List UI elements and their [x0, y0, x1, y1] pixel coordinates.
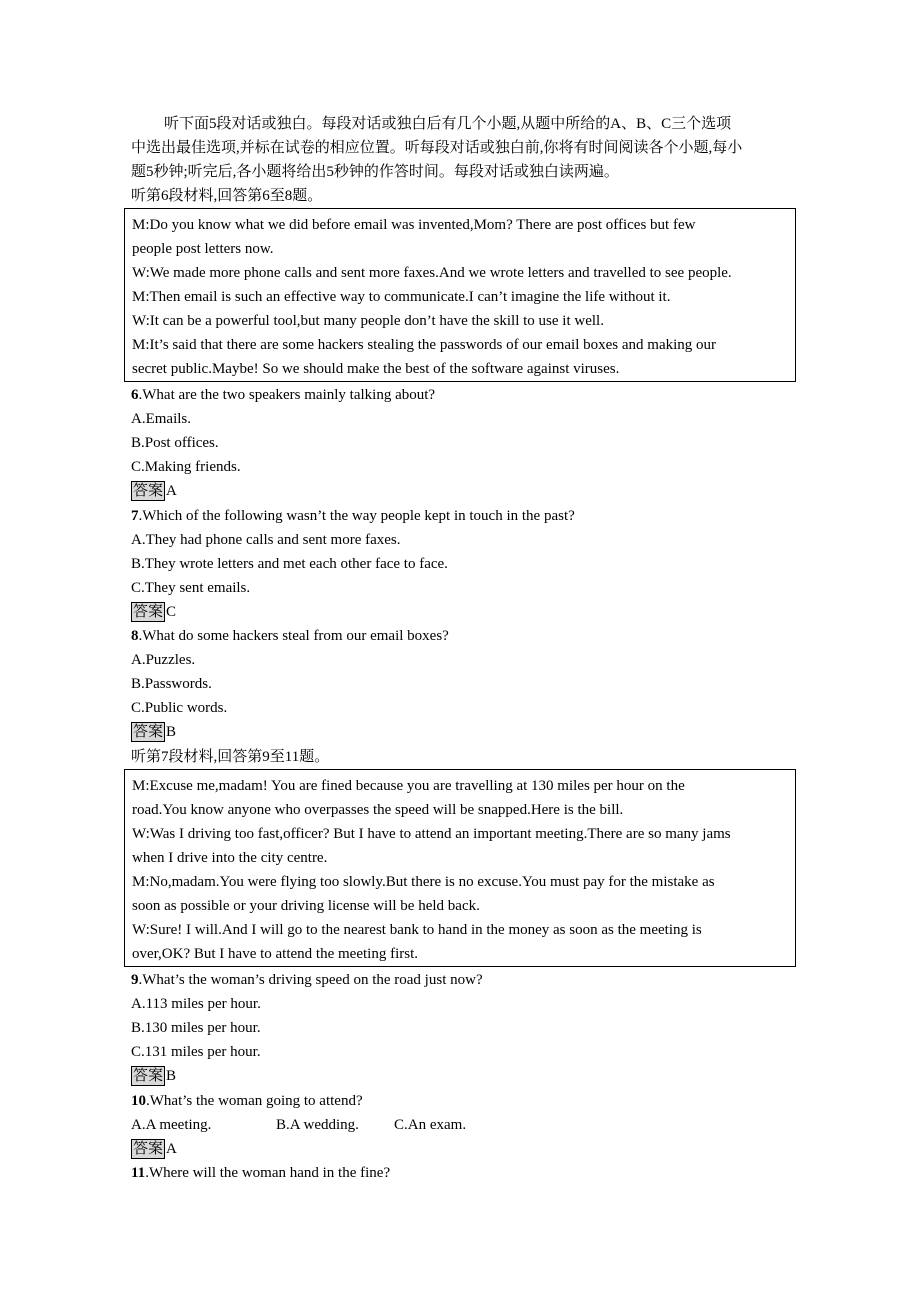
question-7 — [131, 506, 575, 526]
option-c: C.An exam. — [394, 1117, 467, 1133]
question-number: 8 — [131, 628, 139, 644]
option-b: B.130 miles per hour. — [131, 1020, 261, 1036]
answer-label: 答案 — [133, 604, 164, 620]
question-text: .What’s the woman’s driving speed on the road just now? — [138, 972, 483, 988]
answer-row — [131, 722, 176, 742]
option-c: C.131 miles per hour. — [131, 1044, 261, 1060]
answer-label: 答案 — [133, 1068, 164, 1084]
answer-value: A — [166, 483, 177, 499]
instructions — [131, 112, 795, 184]
question-10 — [131, 1091, 363, 1111]
transcript-line: M:Do you know what we did before email was invented,Mom? There are post offices but few — [132, 217, 696, 233]
question-8 — [131, 626, 449, 646]
instructions-line: 题5秒钟;听完后,各小题将给出5秒钟的作答时间。每段对话或独白读两遍。 — [131, 164, 619, 180]
transcript-line: M:Excuse me,madam! You are fined because you are travelling at 130 miles per hour on the — [132, 778, 685, 794]
section-6-heading: 听第6段材料,回答第6至8题。 — [131, 188, 323, 204]
answer-value: C — [166, 604, 177, 620]
transcript-line: road.You know anyone who overpasses the speed will be snapped.Here is the bill. — [132, 802, 624, 818]
section-6-transcript — [124, 208, 796, 382]
question-text: .What’s the woman going to attend? — [146, 1093, 363, 1109]
instructions-line: 中选出最佳选项,并标在试卷的相应位置。听每段对话或独白前,你将有时间阅读各个小题,每小 — [131, 140, 743, 156]
transcript-line: people post letters now. — [132, 241, 274, 257]
transcript-line: W:We made more phone calls and sent more faxes.And we wrote letters and travelled to see people. — [132, 265, 732, 281]
answer-value: A — [166, 1141, 177, 1157]
question-number: 10 — [131, 1093, 146, 1109]
question-number: 6 — [131, 387, 139, 403]
question-number: 7 — [131, 508, 139, 524]
transcript-line: over,OK? But I have to attend the meeting first. — [132, 946, 418, 962]
answer-value: B — [166, 1068, 177, 1084]
transcript-line: secret public.Maybe! So we should make the best of the software against viruses. — [132, 361, 620, 377]
options-row — [131, 1115, 466, 1135]
question-text: .Which of the following wasn’t the way people kept in touch in the past? — [138, 508, 575, 524]
question-text: .Where will the woman hand in the fine? — [145, 1165, 391, 1181]
answer-row — [131, 602, 176, 622]
transcript-line: W:It can be a powerful tool,but many people don’t have the skill to use it well. — [132, 313, 604, 329]
transcript-line: M:No,madam.You were flying too slowly.But there is no excuse.You must pay for the mistake as — [132, 874, 715, 890]
question-9 — [131, 970, 483, 990]
answer-value: B — [166, 724, 177, 740]
transcript-line: M:It’s said that there are some hackers stealing the passwords of our email boxes and making our — [132, 337, 717, 353]
question-number: 9 — [131, 972, 139, 988]
option-c: C.Public words. — [131, 700, 228, 716]
question-number: 11 — [131, 1165, 146, 1181]
option-c: C.They sent emails. — [131, 580, 251, 596]
option-b: B.Post offices. — [131, 435, 219, 451]
transcript-line: W:Was I driving too fast,officer? But I have to attend an important meeting.There are so many jams — [132, 826, 731, 842]
answer-label: 答案 — [133, 483, 164, 499]
instructions-line: 听下面5段对话或独白。每段对话或独白后有几个小题,从题中所给的A、B、C三个选项 — [164, 116, 732, 132]
section-7-heading: 听第7段材料,回答第9至11题。 — [131, 749, 330, 765]
transcript-line: soon as possible or your driving license will be held back. — [132, 898, 480, 914]
question-11 — [131, 1163, 390, 1183]
option-a: A.They had phone calls and sent more faxes. — [131, 532, 401, 548]
option-a: A.Emails. — [131, 411, 191, 427]
question-6 — [131, 385, 435, 405]
option-a: A.Puzzles. — [131, 652, 196, 668]
answer-label: 答案 — [133, 724, 164, 740]
section-7-transcript — [124, 769, 796, 967]
transcript-line: W:Sure! I will.And I will go to the nearest bank to hand in the money as soon as the meeting is — [132, 922, 702, 938]
answer-row — [131, 1066, 176, 1086]
question-text: .What are the two speakers mainly talking about? — [138, 387, 436, 403]
answer-row — [131, 1139, 177, 1159]
answer-label: 答案 — [133, 1141, 164, 1157]
option-b: B.Passwords. — [131, 676, 212, 692]
question-text: .What do some hackers steal from our email boxes? — [138, 628, 449, 644]
option-a: A.A meeting. — [131, 1117, 212, 1133]
option-b: B.A wedding. — [276, 1117, 359, 1133]
transcript-line: when I drive into the city centre. — [132, 850, 328, 866]
option-c: C.Making friends. — [131, 459, 241, 475]
option-b: B.They wrote letters and met each other face to face. — [131, 556, 448, 572]
transcript-line: M:Then email is such an effective way to communicate.I can’t imagine the life without it. — [132, 289, 671, 305]
option-a: A.113 miles per hour. — [131, 996, 261, 1012]
answer-row — [131, 481, 177, 501]
